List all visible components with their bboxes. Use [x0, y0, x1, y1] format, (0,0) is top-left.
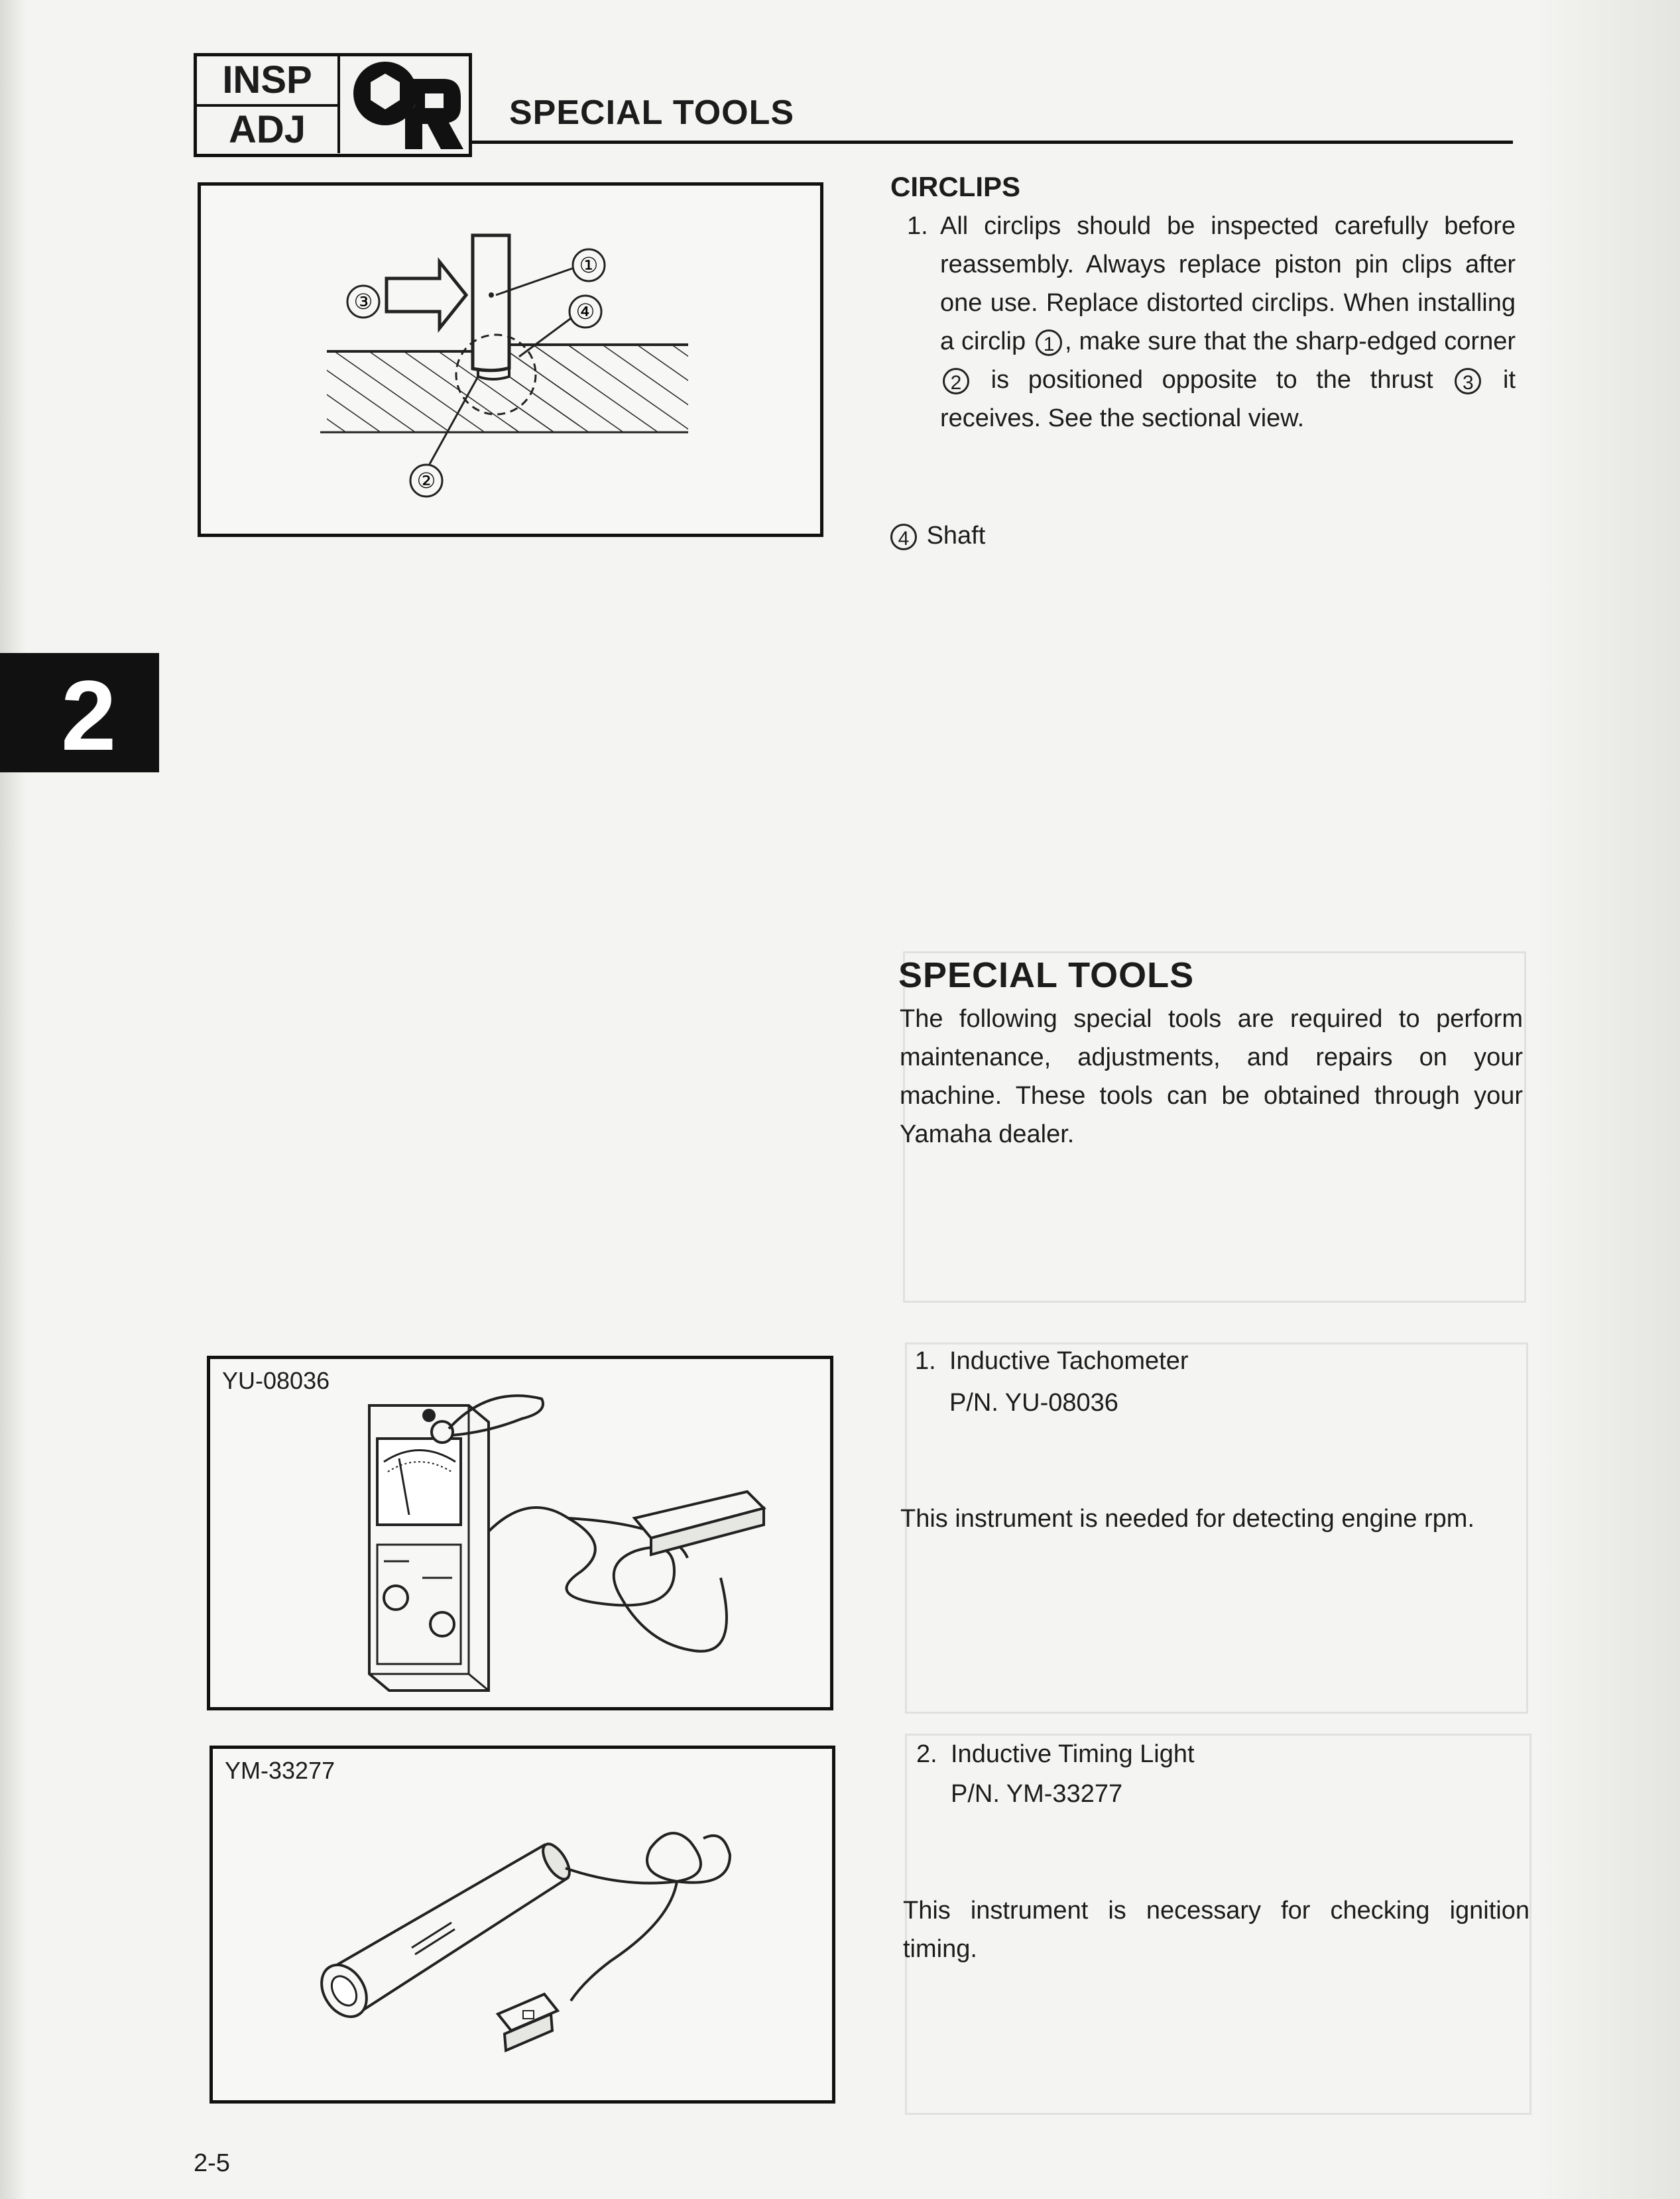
tool1-part-number: P/N. YU-08036 [949, 1389, 1118, 1417]
circlips-text-1: All circlips should be inspected carefully before reassembly. Always replace piston pin clips after one use. Replace distorted circlips. When installing a circlip [940, 212, 1516, 355]
marker-1: 1 [1036, 329, 1062, 356]
circlips-text-3: is positioned opposite to the thrust [990, 366, 1433, 394]
page-number: 2-5 [194, 2149, 230, 2177]
callout-1 [573, 249, 605, 281]
tool1-description: This instrument is needed for detecting engine rpm. [900, 1505, 1475, 1533]
circlips-item-number: 1. [907, 212, 928, 240]
section-tag-insp: INSP [197, 56, 340, 107]
circlips-text-2: , make sure that the sharp-edged corner [1065, 327, 1516, 355]
svg-text:④: ④ [575, 300, 595, 324]
circlips-heading: CIRCLIPS [890, 171, 1021, 202]
chapter-tab-label: 2 [61, 660, 117, 771]
marker-4: 4 [890, 524, 917, 550]
page-title: SPECIAL TOOLS [509, 93, 795, 132]
tachometer-figure [207, 1356, 833, 1710]
callout-2 [410, 465, 442, 497]
svg-text:②: ② [416, 469, 436, 493]
callout-4 [570, 296, 601, 327]
chapter-tab [0, 653, 159, 772]
page-edge-shadow [0, 0, 27, 2199]
tool1-name: Inductive Tachometer [949, 1347, 1189, 1375]
shaft-note-text: Shaft [926, 522, 986, 550]
svg-text:①: ① [579, 253, 599, 277]
tool1-number: 1. [915, 1347, 936, 1375]
timing-light-drawing [213, 1749, 832, 2100]
callout-3 [347, 286, 379, 318]
tool2-part-number: P/N. YM-33277 [951, 1780, 1123, 1808]
timing-light-figure-label: YM-33277 [225, 1757, 335, 1784]
header-rule [472, 141, 1513, 144]
special-tools-heading: SPECIAL TOOLS [898, 955, 1195, 995]
tachometer-figure-label: YU-08036 [222, 1367, 330, 1394]
special-tools-intro: The following special tools are required to perform maintenance, adjustments, and repairs on your machine. These tools can be obtained through your Yamaha dealer. [900, 1005, 1523, 1148]
tool2-name: Inductive Timing Light [951, 1740, 1195, 1768]
circlip-diagram [201, 186, 820, 534]
circlips-text-4: it receives. See the sectional view. [940, 366, 1516, 432]
wrench-icon [344, 59, 467, 152]
timing-light-figure [210, 1746, 835, 2104]
marker-2: 2 [943, 368, 969, 394]
shaft-note [890, 519, 985, 552]
tool2-number: 2. [916, 1740, 937, 1768]
circlips-paragraph [940, 207, 1516, 438]
tachometer-drawing [210, 1359, 830, 1707]
section-tag [194, 53, 472, 157]
section-tag-adj: ADJ [197, 107, 340, 153]
marker-3: 3 [1455, 368, 1481, 394]
svg-text:③: ③ [353, 290, 373, 314]
page-edge-shade [1534, 0, 1680, 2199]
circlip-sectional-figure [198, 182, 823, 537]
tool2-description: This instrument is necessary for checking ignition timing. [903, 1897, 1530, 1963]
